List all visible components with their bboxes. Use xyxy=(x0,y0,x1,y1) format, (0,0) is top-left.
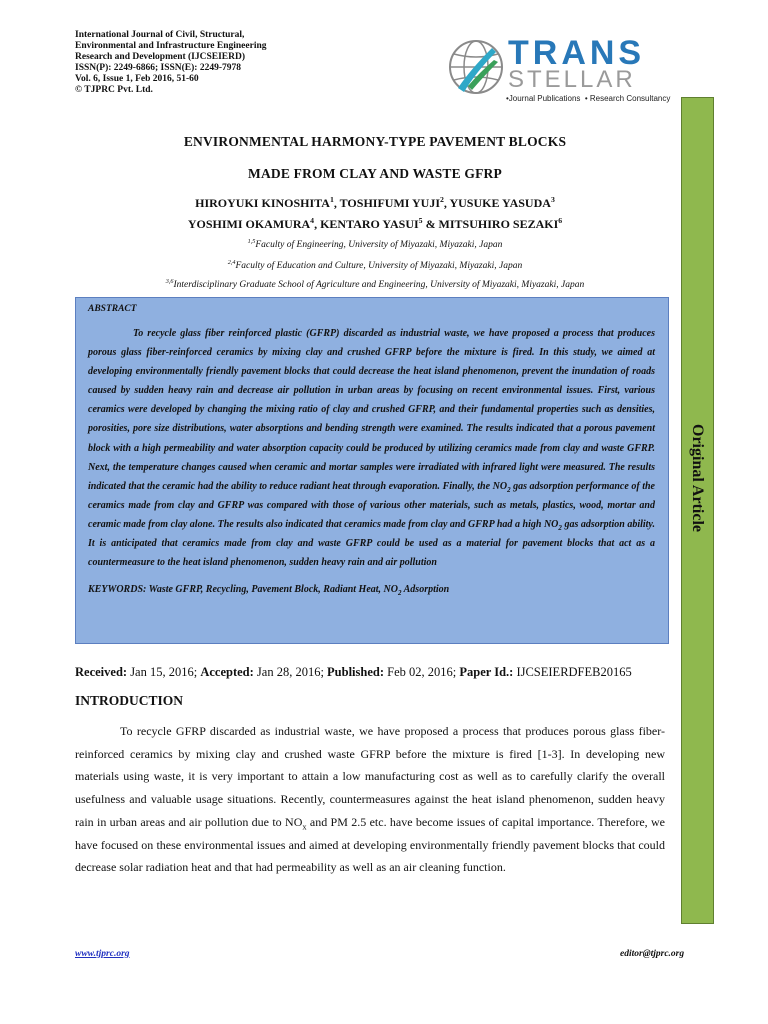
journal-volume: Vol. 6, Issue 1, Feb 2016, 51-60 xyxy=(75,74,199,84)
paper-title-line1: ENVIRONMENTAL HARMONY-TYPE PAVEMENT BLOCKS xyxy=(183,134,567,149)
author-superscript: 5 xyxy=(418,216,423,225)
abstract-body xyxy=(88,324,655,572)
subscript: 2 xyxy=(398,589,402,598)
accepted-label: Accepted: xyxy=(200,665,254,679)
logo-tagline-journal: •Journal Publications xyxy=(506,94,581,103)
author-name: , TOSHIFUMI YUJI xyxy=(333,196,440,210)
affiliation-superscript: 1,5 xyxy=(247,238,256,245)
website-link[interactable]: www.tjprc.org xyxy=(75,949,130,959)
logo-word-stellar: STELLAR xyxy=(508,66,636,93)
paper-id-value: IJCSEIERDFEB20165 xyxy=(513,665,632,679)
author-name: YOSHIMI OKAMURA xyxy=(187,217,311,231)
affiliation-superscript: 2,4 xyxy=(227,259,236,266)
keywords xyxy=(88,580,655,599)
paper-title-line2: MADE FROM CLAY AND WASTE GFRP xyxy=(248,166,502,181)
affiliation xyxy=(75,261,675,271)
received-value: Jan 15, 2016; xyxy=(127,665,201,679)
author-name: & MITSUHIRO SEZAKI xyxy=(422,217,559,231)
author-name: , YUSUKE YASUDA xyxy=(443,196,551,210)
keywords-text: KEYWORDS: Waste GFRP, Recycling, Pavement Block, Radiant Heat, NO xyxy=(88,584,398,596)
article-type-label: Original Article xyxy=(689,424,706,532)
logo-tagline-research: • Research Consultancy xyxy=(584,94,671,103)
paper-id-label: Paper Id.: xyxy=(459,665,514,679)
abstract-text: To recycle glass fiber reinforced plastic (GFRP) discarded as industrial waste, we have proposed a process that produces porous glass fiber-reinforced ceramics by mixing clay and crushed GFRP before the mixture is fired. In this study, we aimed at developing environmentally friendly pavement blocks that could decrease the heat island phenomenon, prevent the inundation of roads caused by sudden heavy rain and decrease air pollution in urban areas by focusing on recent environmental issues. First, various ceramics were developed by changing the mixing ratio of clay and crushed GFRP, and their fundamental properties such as densities, porosities, pore size distributions, water absorptions and bending strength were examined. The results indicated that a porous pavement block with a high permeability and water absorption capacity could be produced by utilizing ceramics made from clay and waste GFRP. Next, the temperature changes caused when ceramic and mortar samples were irradiated with infrared light were measured. The results indicated that the ceramic had the ability to reduce radiant heat through evaporation. Finally, the NO xyxy=(88,328,655,492)
affiliation-superscript: 3,6 xyxy=(165,278,174,285)
publication-dates xyxy=(75,665,632,680)
journal-name-line1: International Journal of Civil, Structural, xyxy=(75,30,245,40)
introduction-text: To recycle GFRP discarded as industrial waste, we have proposed a process that produces porous glass fiber-reinforced ceramics by mixing clay and crushed waste GFRP before the mixture is fired [1-3]. In developing new materials using waste, it is very important to attain a low manufacturing cost as well as to carefully clarify the overall usefulness and valuable usage situations. Recently, countermeasures against the heat island phenomenon, sudden heavy rain in urban areas and air pollution due to NO xyxy=(75,724,665,829)
author-list-line2 xyxy=(75,217,675,232)
author-superscript: 2 xyxy=(440,195,444,204)
abstract-heading: ABSTRACT xyxy=(88,304,137,314)
abstract-text: gas adsorption ability. It is anticipated that ceramics made from clay and waste GFRP could be used as a material for pavement blocks that act as a countermeasure to the heat island phenomenon, sudden heavy rain and air pollution xyxy=(88,518,656,569)
transstellar-logo xyxy=(446,36,676,106)
subscript: x xyxy=(302,822,307,832)
published-label: Published: xyxy=(327,665,385,679)
affiliation-text: Faculty of Engineering, University of Miyazaki, Miyazaki, Japan xyxy=(255,240,503,250)
accepted-value: Jan 28, 2016; xyxy=(253,665,328,679)
received-label: Received: xyxy=(75,665,128,679)
author-superscript: 4 xyxy=(310,216,315,225)
author-name: HIROYUKI KINOSHITA xyxy=(195,196,330,210)
journal-issn: ISSN(P): 2249-6866; ISSN(E): 2249-7978 xyxy=(75,63,241,73)
globe-icon xyxy=(446,36,508,98)
logo-word-trans: TRANS xyxy=(508,34,646,72)
author-list-line1 xyxy=(75,196,675,211)
keywords-text: Adsorption xyxy=(401,584,450,596)
author-superscript: 6 xyxy=(558,216,563,225)
introduction-text: and PM 2.5 etc. have become issues of capital importance. Therefore, we have focused on these environmental issues and aimed at developing environmentally friendly pavement blocks that could decrease solar radiation heat and that had permeability as well as an air cleaning function. xyxy=(75,814,665,875)
affiliation-text: Interdisciplinary Graduate School of Agriculture and Engineering, University of Miyazaki, Miyazaki, Japan xyxy=(173,280,585,290)
author-name: , KENTARO YASUI xyxy=(314,217,419,231)
published-value: Feb 02, 2016; xyxy=(384,665,460,679)
abstract-text: gas adsorption performance of the ceramics made from clay and GFRP was compared with those of various other materials, such as metals, plastics, wood, mortar and ceramic made from clay alone. The results also indicated that ceramics made from clay and GFRP had a high NO xyxy=(88,480,655,530)
abstract-box xyxy=(75,297,669,644)
author-superscript: 1 xyxy=(329,195,334,204)
subscript: 2 xyxy=(558,523,562,532)
affiliation xyxy=(75,280,675,290)
affiliation-text: Faculty of Education and Culture, University of Miyazaki, Miyazaki, Japan xyxy=(235,261,523,271)
introduction-paragraph xyxy=(75,720,665,879)
author-superscript: 3 xyxy=(550,195,555,204)
subscript: 2 xyxy=(507,485,511,494)
logo-tagline xyxy=(506,94,670,103)
journal-name-line3: Research and Development (IJCSEIERD) xyxy=(75,52,246,62)
affiliation xyxy=(75,240,675,250)
editor-email: editor@tjprc.org xyxy=(620,949,685,959)
journal-name-line2: Environmental and Infrastructure Engineering xyxy=(75,41,267,51)
journal-copyright: © TJPRC Pvt. Ltd. xyxy=(75,85,153,95)
journal-info xyxy=(75,30,267,96)
section-heading-introduction: INTRODUCTION xyxy=(75,693,184,708)
